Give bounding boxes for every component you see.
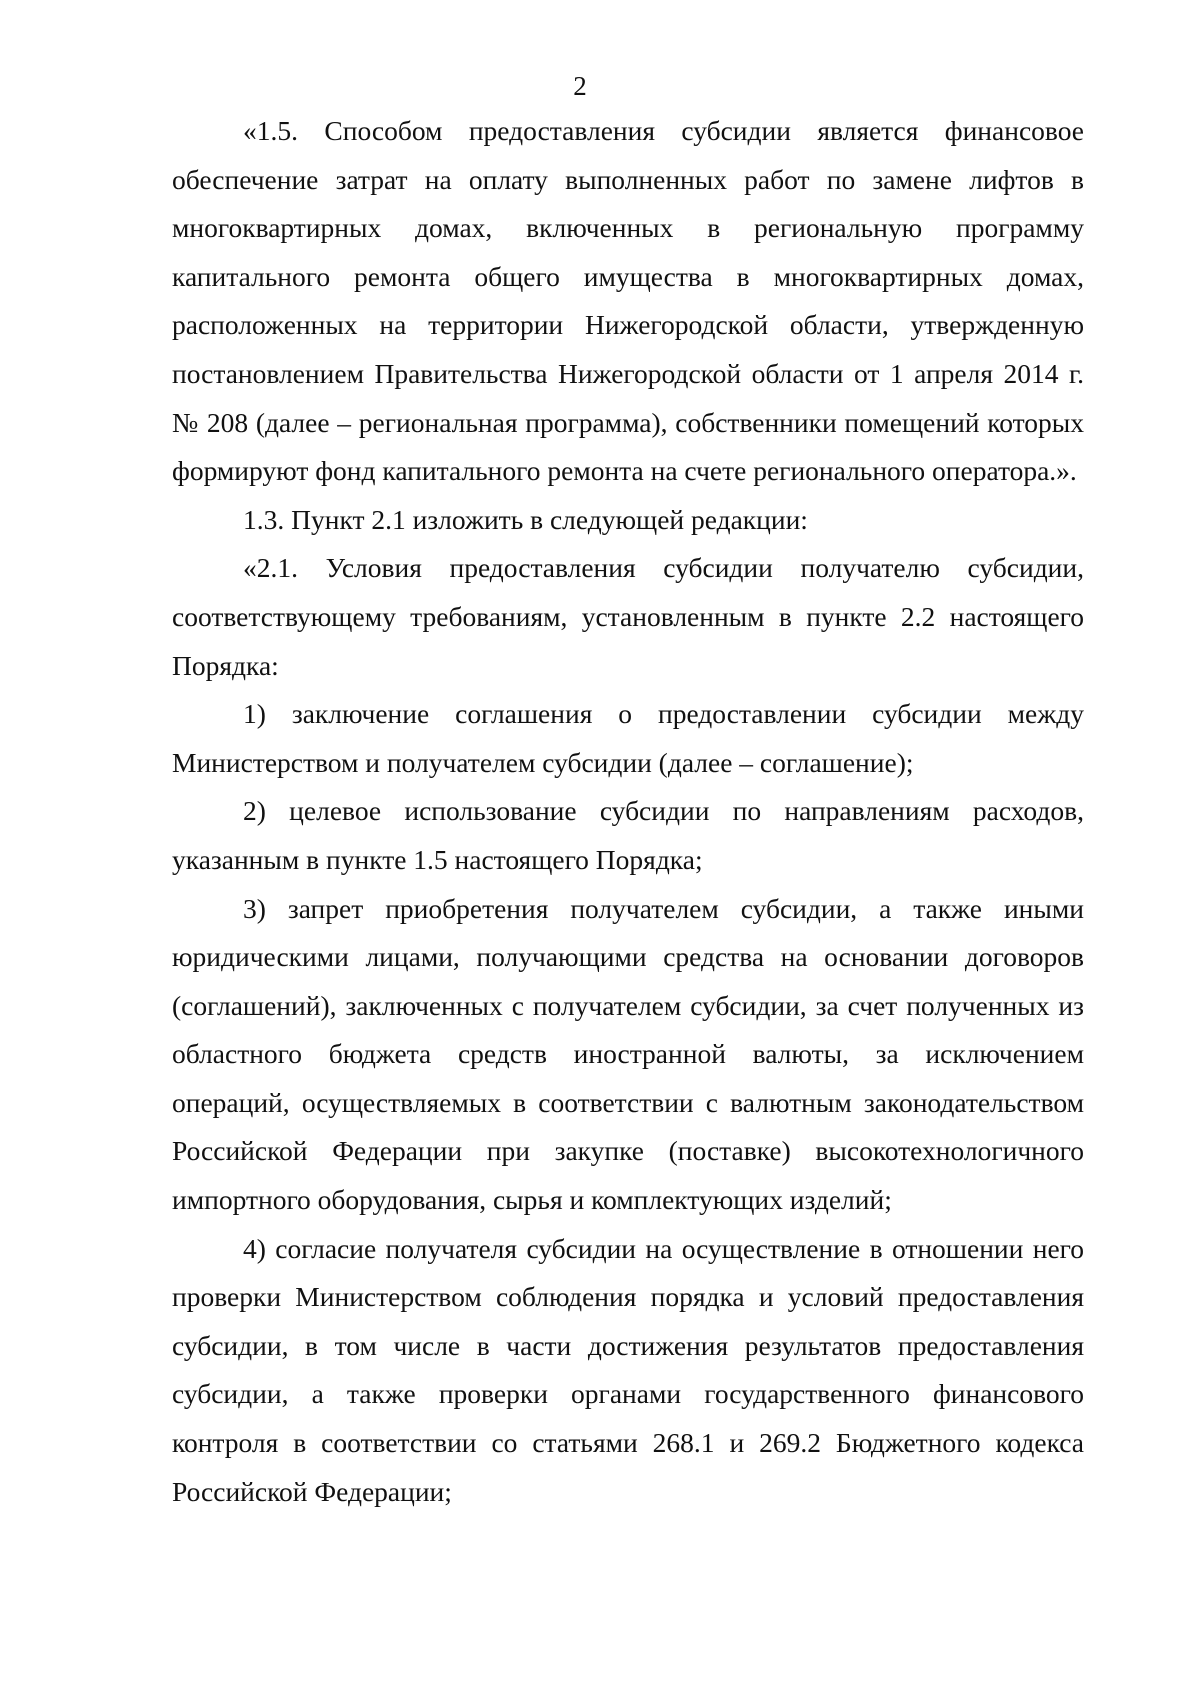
list-item-1: 1) заключение соглашения о предоставлении субсидии между Министерством и получателем субсидии (далее – соглашение); bbox=[172, 698, 1084, 778]
list-item-3: 3) запрет приобретения получателем субсидии, а также иными юридическими лицами, получающими средства на основании договоров (соглашений), заключенных с получателем субсидии, за счет полученных из областного бюджета средств иностранной валюты, за исключением операций, осуществляемых в соответствии с валютным законодательством Российской Федерации при закупке (поставке) высокотехнологичного импортного оборудования, сырья и комплектующих изделий; bbox=[172, 892, 1084, 1216]
list-item-2: 2) целевое использование субсидии по направлениям расходов, указанным в пункте 1.5 настоящего Порядка; bbox=[172, 795, 1084, 875]
paragraph-1-3: 1.3. Пункт 2.1 изложить в следующей редакции: bbox=[243, 503, 808, 535]
document-body bbox=[172, 107, 1084, 1516]
paragraph-1-5: «1.5. Способом предоставления субсидии является финансовое обеспечение затрат на оплату выполненных работ по замене лифтов в многоквартирных домах, включенных в региональную программу капитального ремонта общего имущества в многоквартирных домах, расположенных на территории Нижегородской области, утвержденную постановлением Правительства Нижегородской области от 1 апреля 2014 г. № 208 (далее – региональная программа), собственники помещений которых формируют фонд капитального ремонта на счете регионального оператора.». bbox=[172, 115, 1084, 487]
paragraph-2-1: «2.1. Условия предоставления субсидии получателю субсидии, соответствующему требованиям, установленным в пункте 2.2 настоящего Порядка: bbox=[172, 552, 1084, 681]
list-item-4: 4) согласие получателя субсидии на осуществление в отношении него проверки Министерством соблюдения порядка и условий предоставления субсидии, в том числе в части достижения результатов предоставления субсидии, а также проверки органами государственного финансового контроля в соответствии со статьями 268.1 и 269.2 Бюджетного кодекса Российской Федерации; bbox=[172, 1232, 1084, 1507]
page-number: 2 bbox=[573, 71, 587, 101]
